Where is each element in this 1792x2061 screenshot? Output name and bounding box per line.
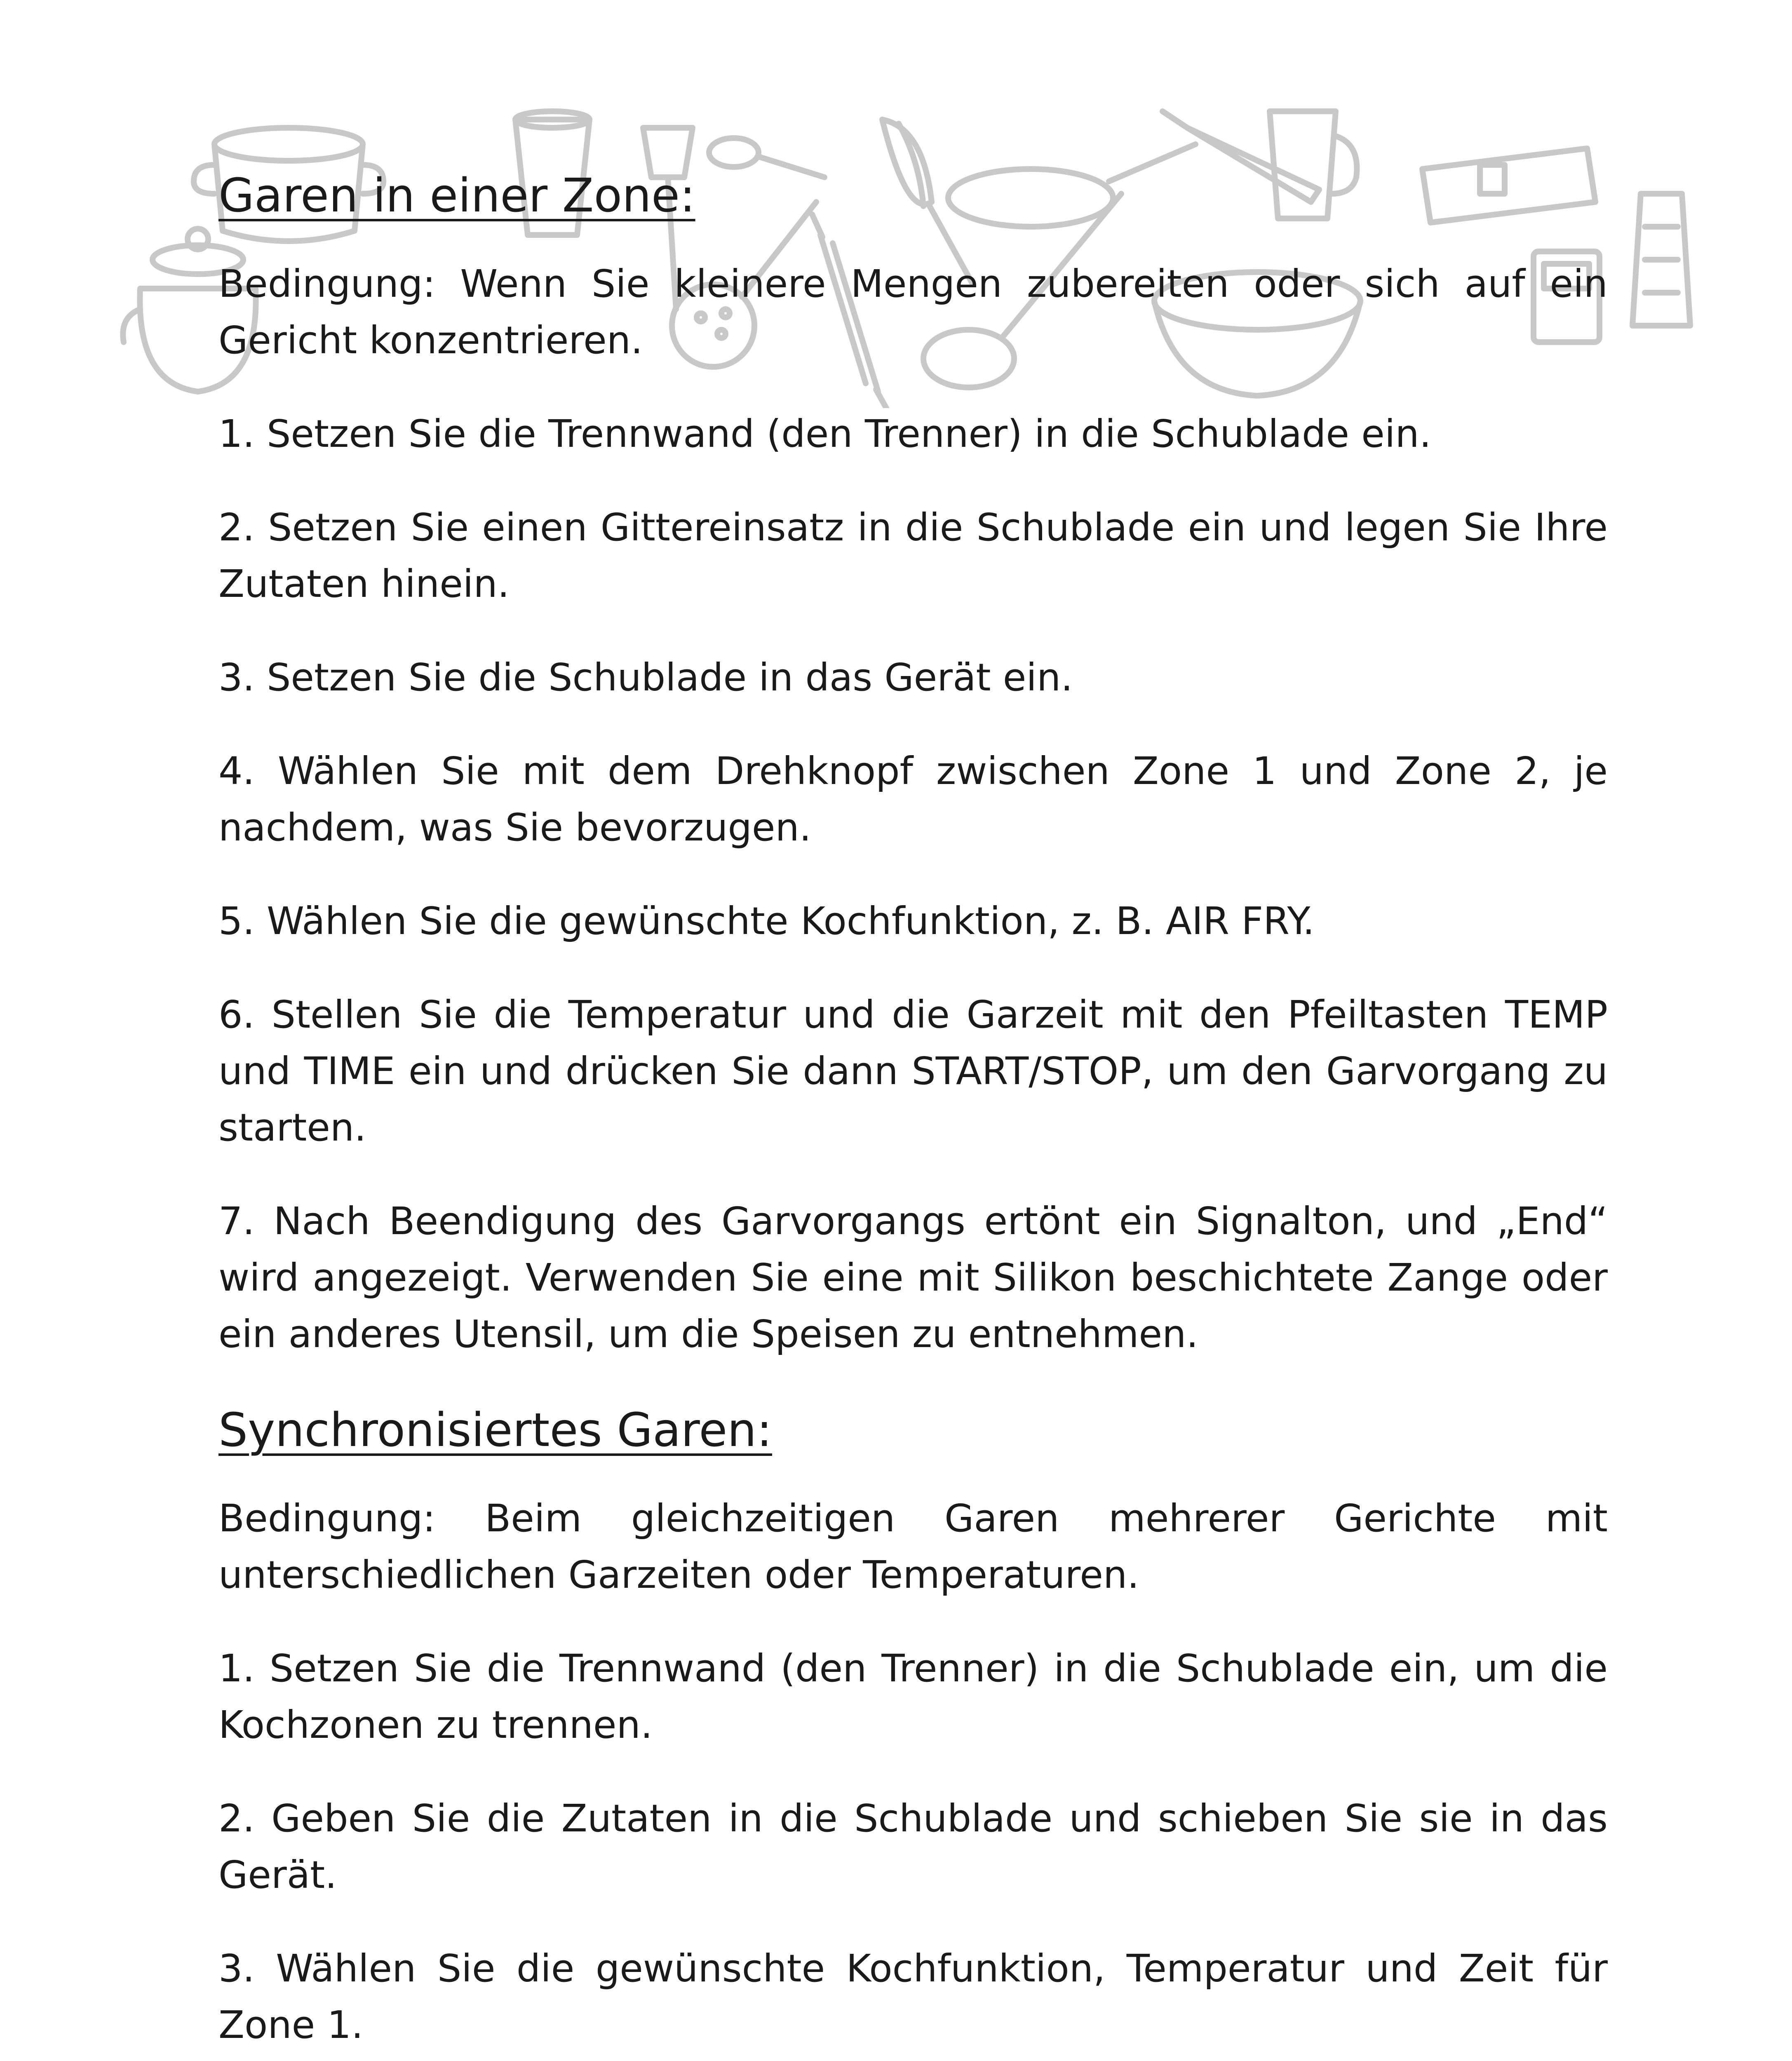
paragraph: 6. Stellen Sie die Temperatur und die Garzeit mit den Pfeiltasten TEMP und TIME ein und drücken Sie dann START/STOP, um den Garvorgang zu starten. [218, 993, 1608, 1150]
grater-icon [1632, 194, 1690, 326]
paragraph: 1. Setzen Sie die Trennwand (den Trenner) in die Schublade ein. [218, 412, 1431, 456]
paragraph: Bedingung: Wenn Sie kleinere Mengen zubereiten oder sich auf ein Gericht konzentrieren. [218, 262, 1608, 362]
paragraph: 7. Nach Beendigung des Garvorgangs ertönt ein Signalton, und „End“ wird angezeigt. Verwenden Sie eine mit Silikon beschichtete Zange oder ein anderes Utensil, um die Speisen zu entnehmen. [218, 1199, 1608, 1356]
paragraph: 1. Setzen Sie die Trennwand (den Trenner) in die Schublade ein, um die Kochzonen zu trennen. [218, 1646, 1608, 1747]
section-heading: Synchronisiertes Garen: [218, 1404, 772, 1457]
section-synchronisiertes-garen [218, 1399, 1608, 2061]
paragraph: 4. Wählen Sie mit dem Drehknopf zwischen Zone 1 und Zone 2, je nachdem, was Sie bevorzugen. [218, 749, 1608, 850]
paragraph: 5. Wählen Sie die gewünschte Kochfunktion, z. B. AIR FRY. [218, 899, 1315, 943]
paragraph: Bedingung: Beim gleichzeitigen Garen mehrerer Gerichte mit unterschiedlichen Garzeiten oder Temperaturen. [218, 1496, 1608, 1597]
paragraph: 2. Geben Sie die Zutaten in die Schublade und schieben Sie sie in das Gerät. [218, 1796, 1608, 1897]
section-garen-in-einer-zone [218, 165, 1608, 1362]
section-heading: Garen in einer Zone: [218, 169, 695, 223]
paragraph: 3. Wählen Sie die gewünschte Kochfunktion, Temperatur und Zeit für Zone 1. [218, 1946, 1608, 2047]
paragraph: 2. Setzen Sie einen Gittereinsatz in die Schublade ein und legen Sie Ihre Zutaten hinein. [218, 505, 1608, 606]
document-body [218, 165, 1608, 2061]
paragraph: 3. Setzen Sie die Schublade in das Gerät ein. [218, 655, 1073, 700]
